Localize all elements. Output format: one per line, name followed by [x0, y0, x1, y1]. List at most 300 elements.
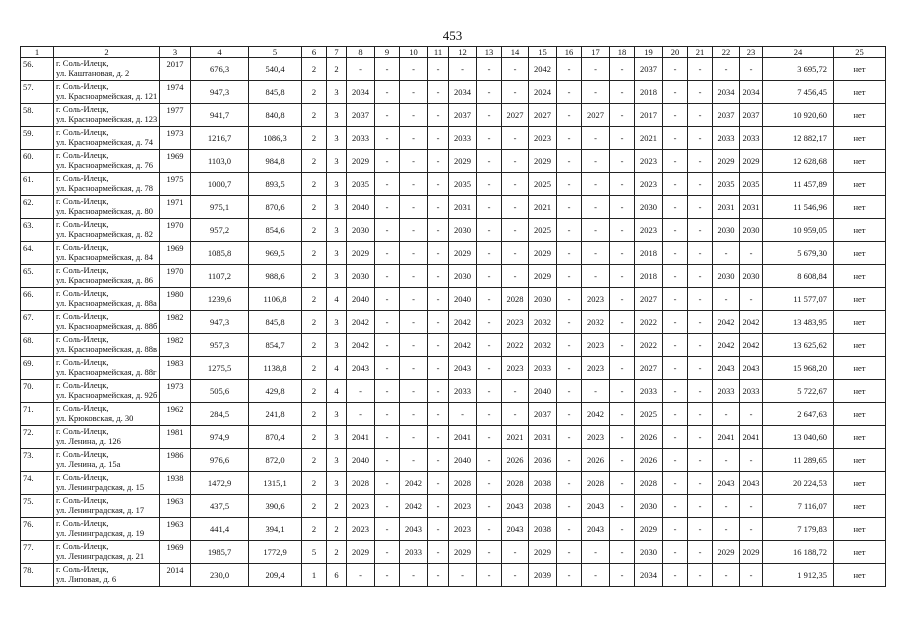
table-cell: 2023	[347, 518, 375, 541]
table-cell: 241,8	[249, 403, 302, 426]
table-cell: 1986	[160, 449, 191, 472]
table-cell: 2033	[400, 541, 428, 564]
table-cell: -	[688, 127, 713, 150]
table-cell: 2041	[347, 426, 375, 449]
table-cell: -	[663, 219, 688, 242]
table-cell: нет	[834, 403, 886, 426]
table-cell: 2	[302, 127, 327, 150]
table-cell: -	[400, 173, 428, 196]
table-cell: 2018	[635, 265, 663, 288]
table-cell: 2023	[449, 495, 477, 518]
table-row	[21, 288, 886, 311]
address-street: ул. Красноармейская, д. 82	[56, 229, 154, 239]
table-cell: 1085,8	[191, 242, 249, 265]
table-cell: 2029	[635, 518, 663, 541]
table-cell: -	[477, 357, 502, 380]
table-cell: нет	[834, 472, 886, 495]
address-cell	[54, 495, 160, 518]
table-cell: 2017	[160, 58, 191, 81]
table-cell: 2037	[740, 104, 763, 127]
table-cell: -	[400, 564, 428, 587]
table-cell: 984,8	[249, 150, 302, 173]
table-cell: -	[663, 495, 688, 518]
table-cell: 2033	[347, 127, 375, 150]
table-row	[21, 127, 886, 150]
table-cell: 2029	[529, 265, 557, 288]
table-cell: 429,8	[249, 380, 302, 403]
table-cell: 3	[327, 334, 347, 357]
table-cell: 2034	[635, 564, 663, 587]
address-city: г. Соль-Илецк,	[56, 104, 109, 114]
table-cell: 872,0	[249, 449, 302, 472]
table-cell: 2043	[502, 495, 529, 518]
table-cell: 2025	[529, 173, 557, 196]
table-cell: 2037	[449, 104, 477, 127]
table-cell: 2	[302, 150, 327, 173]
table-cell: 2029	[529, 242, 557, 265]
table-cell: 2043	[740, 357, 763, 380]
table-cell: нет	[834, 311, 886, 334]
table-cell: 1981	[160, 426, 191, 449]
table-cell: -	[740, 403, 763, 426]
address-city: г. Соль-Илецк,	[56, 196, 109, 206]
address-street: ул. Крюковская, д. 30	[56, 413, 134, 423]
table-cell: 2043	[502, 518, 529, 541]
table-cell: 2036	[529, 449, 557, 472]
table-cell: -	[449, 58, 477, 81]
table-cell: -	[557, 380, 582, 403]
column-header: 16	[557, 47, 582, 58]
address-city: г. Соль-Илецк,	[56, 288, 109, 298]
table-cell: -	[557, 564, 582, 587]
table-cell: -	[375, 265, 400, 288]
table-cell: нет	[834, 150, 886, 173]
column-header: 18	[610, 47, 635, 58]
table-cell: 3	[327, 196, 347, 219]
table-cell: -	[375, 495, 400, 518]
table-cell: 1969	[160, 242, 191, 265]
table-cell: -	[400, 334, 428, 357]
table-cell: 2042	[582, 403, 610, 426]
table-cell: 1472,9	[191, 472, 249, 495]
table-cell: 1315,1	[249, 472, 302, 495]
table-cell: 2042	[713, 334, 740, 357]
table-cell: 2029	[347, 150, 375, 173]
table-cell: 1963	[160, 518, 191, 541]
table-cell: нет	[834, 541, 886, 564]
table-row	[21, 495, 886, 518]
address-cell	[54, 472, 160, 495]
table-cell: -	[610, 518, 635, 541]
column-number-row	[21, 47, 886, 58]
table-cell: 2023	[582, 426, 610, 449]
table-cell: -	[663, 81, 688, 104]
table-cell: 2035	[449, 173, 477, 196]
address-cell	[54, 150, 160, 173]
table-cell: -	[688, 518, 713, 541]
table-cell: -	[375, 541, 400, 564]
table-cell: 1977	[160, 104, 191, 127]
row-number-cell: 59.	[21, 127, 54, 150]
table-cell: 957,2	[191, 219, 249, 242]
table-cell: 1963	[160, 495, 191, 518]
table-cell: -	[477, 380, 502, 403]
table-cell: 10 920,60	[763, 104, 834, 127]
table-cell: 2	[302, 288, 327, 311]
table-cell: -	[610, 495, 635, 518]
table-cell: -	[375, 104, 400, 127]
table-cell: -	[688, 449, 713, 472]
table-cell: 11 289,65	[763, 449, 834, 472]
table-cell: 974,9	[191, 426, 249, 449]
table-cell: -	[688, 541, 713, 564]
address-city: г. Соль-Илецк,	[56, 311, 109, 321]
table-cell: 2033	[529, 357, 557, 380]
table-cell: 2	[302, 173, 327, 196]
address-city: г. Соль-Илецк,	[56, 380, 109, 390]
table-cell: -	[502, 380, 529, 403]
address-street: ул. Липовая, д. 6	[56, 574, 117, 584]
table-cell: -	[557, 196, 582, 219]
table-cell: -	[502, 196, 529, 219]
table-cell: нет	[834, 265, 886, 288]
address-cell	[54, 357, 160, 380]
table-cell: нет	[834, 288, 886, 311]
table-cell: 2022	[635, 334, 663, 357]
address-street: ул. Красноармейская, д. 80	[56, 206, 154, 216]
table-cell: 2031	[740, 196, 763, 219]
address-street: ул. Ленинградская, д. 19	[56, 528, 145, 538]
table-cell: 2031	[713, 196, 740, 219]
column-header: 8	[347, 47, 375, 58]
table-cell: 2023	[502, 311, 529, 334]
table-cell: 390,6	[249, 495, 302, 518]
table-cell: 1107,2	[191, 265, 249, 288]
table-cell: -	[477, 196, 502, 219]
table-cell: -	[375, 472, 400, 495]
table-cell: 2029	[740, 150, 763, 173]
address-street: ул. Ленина, д. 126	[56, 436, 121, 446]
table-cell: -	[610, 380, 635, 403]
table-cell: 5	[302, 541, 327, 564]
table-cell: 676,3	[191, 58, 249, 81]
table-cell: -	[582, 541, 610, 564]
address-cell	[54, 219, 160, 242]
column-header: 6	[302, 47, 327, 58]
table-cell: -	[502, 564, 529, 587]
table-cell: 2033	[449, 127, 477, 150]
table-cell: -	[375, 403, 400, 426]
table-row	[21, 265, 886, 288]
table-cell: 2027	[635, 357, 663, 380]
table-cell: 1973	[160, 380, 191, 403]
table-cell: 2042	[740, 334, 763, 357]
table-cell: 2	[302, 518, 327, 541]
table-cell: -	[610, 541, 635, 564]
table-cell: 8 608,84	[763, 265, 834, 288]
table-cell: 2	[302, 380, 327, 403]
table-cell: 2029	[529, 541, 557, 564]
table-cell: -	[375, 449, 400, 472]
table-cell: 2	[302, 495, 327, 518]
housing-register-table	[20, 46, 886, 587]
table-cell: -	[557, 173, 582, 196]
table-cell: 2	[302, 311, 327, 334]
table-cell: 2043	[582, 518, 610, 541]
table-cell: 1000,7	[191, 173, 249, 196]
address-city: г. Соль-Илецк,	[56, 541, 109, 551]
table-cell: -	[740, 518, 763, 541]
table-cell: -	[557, 518, 582, 541]
table-cell: -	[582, 564, 610, 587]
address-city: г. Соль-Илецк,	[56, 495, 109, 505]
column-header: 24	[763, 47, 834, 58]
table-cell: -	[557, 104, 582, 127]
table-row	[21, 219, 886, 242]
table-cell: -	[400, 357, 428, 380]
table-cell: 1216,7	[191, 127, 249, 150]
table-cell: 1975	[160, 173, 191, 196]
table-cell: 2033	[740, 380, 763, 403]
table-cell: -	[400, 196, 428, 219]
table-cell: 20 224,53	[763, 472, 834, 495]
table-cell: -	[477, 449, 502, 472]
table-cell: -	[477, 150, 502, 173]
table-cell: 976,6	[191, 449, 249, 472]
table-cell: -	[477, 541, 502, 564]
column-header: 21	[688, 47, 713, 58]
table-cell: -	[688, 242, 713, 265]
table-cell: -	[740, 58, 763, 81]
table-cell: -	[375, 219, 400, 242]
table-cell: -	[557, 334, 582, 357]
table-cell: -	[663, 449, 688, 472]
column-header: 11	[428, 47, 449, 58]
table-cell: нет	[834, 81, 886, 104]
table-cell: 5 679,30	[763, 242, 834, 265]
table-cell: нет	[834, 449, 886, 472]
table-cell: -	[428, 81, 449, 104]
table-cell: 3	[327, 403, 347, 426]
table-cell: 2	[302, 265, 327, 288]
table-cell: -	[477, 265, 502, 288]
table-cell: -	[502, 127, 529, 150]
table-cell: -	[347, 380, 375, 403]
table-cell: -	[713, 495, 740, 518]
row-number-cell: 71.	[21, 403, 54, 426]
table-cell: -	[400, 242, 428, 265]
table-cell: -	[428, 380, 449, 403]
table-cell: -	[582, 265, 610, 288]
table-cell: -	[477, 564, 502, 587]
table-cell: -	[688, 311, 713, 334]
table-cell: -	[428, 449, 449, 472]
address-street: ул. Красноармейская, д. 88г	[56, 367, 157, 377]
table-cell: -	[688, 104, 713, 127]
table-cell: 3	[327, 426, 347, 449]
table-cell: нет	[834, 127, 886, 150]
column-header: 20	[663, 47, 688, 58]
table-cell: 2041	[713, 426, 740, 449]
table-cell: 2037	[347, 104, 375, 127]
table-cell: -	[428, 173, 449, 196]
table-cell: 5 722,67	[763, 380, 834, 403]
table-cell: 1	[302, 564, 327, 587]
table-cell: 6	[327, 564, 347, 587]
table-row	[21, 449, 886, 472]
column-header: 4	[191, 47, 249, 58]
table-cell: нет	[834, 242, 886, 265]
table-cell: 2023	[449, 518, 477, 541]
table-cell: -	[375, 311, 400, 334]
table-cell: 1938	[160, 472, 191, 495]
column-header: 2	[54, 47, 160, 58]
table-cell: -	[610, 173, 635, 196]
table-cell: -	[428, 242, 449, 265]
table-cell: -	[663, 472, 688, 495]
table-cell: 2033	[713, 127, 740, 150]
table-cell: -	[610, 564, 635, 587]
table-cell: 1983	[160, 357, 191, 380]
table-cell: 2018	[635, 242, 663, 265]
table-cell: 1086,3	[249, 127, 302, 150]
table-cell: 2037	[529, 403, 557, 426]
table-cell: -	[663, 311, 688, 334]
row-number-cell: 66.	[21, 288, 54, 311]
table-cell: -	[663, 564, 688, 587]
address-street: ул. Каштановая, д. 2	[56, 68, 130, 78]
table-cell: 2030	[713, 219, 740, 242]
table-cell: 13 625,62	[763, 334, 834, 357]
table-cell: 4	[327, 288, 347, 311]
table-row	[21, 173, 886, 196]
table-cell: 2040	[347, 288, 375, 311]
table-cell: -	[663, 541, 688, 564]
address-street: ул. Красноармейская, д. 88а	[56, 298, 157, 308]
table-cell: -	[477, 403, 502, 426]
table-cell: 2021	[529, 196, 557, 219]
table-cell: -	[688, 58, 713, 81]
table-cell: -	[610, 242, 635, 265]
table-row	[21, 334, 886, 357]
table-cell: -	[663, 403, 688, 426]
table-cell: -	[688, 380, 713, 403]
table-cell: 2032	[529, 334, 557, 357]
table-row	[21, 242, 886, 265]
table-cell: -	[610, 150, 635, 173]
table-cell: 2022	[502, 334, 529, 357]
table-cell: 2 647,63	[763, 403, 834, 426]
table-cell: -	[400, 127, 428, 150]
table-cell: 2029	[449, 541, 477, 564]
row-number-cell: 74.	[21, 472, 54, 495]
table-cell: 2027	[635, 288, 663, 311]
table-cell: 2040	[449, 449, 477, 472]
table-cell: 209,4	[249, 564, 302, 587]
table-cell: -	[400, 58, 428, 81]
row-number-cell: 58.	[21, 104, 54, 127]
address-cell	[54, 334, 160, 357]
row-number-cell: 75.	[21, 495, 54, 518]
table-cell: 2034	[740, 81, 763, 104]
table-row	[21, 311, 886, 334]
table-cell: 2029	[713, 150, 740, 173]
row-number-cell: 69.	[21, 357, 54, 380]
table-cell: 2043	[582, 495, 610, 518]
table-cell: 870,4	[249, 426, 302, 449]
table-cell: 2042	[400, 472, 428, 495]
table-cell: -	[477, 104, 502, 127]
table-row	[21, 380, 886, 403]
address-city: г. Соль-Илецк,	[56, 449, 109, 459]
table-cell: -	[610, 81, 635, 104]
address-street: ул. Ленинградская, д. 21	[56, 551, 145, 561]
table-cell: -	[347, 564, 375, 587]
table-cell: 2	[302, 472, 327, 495]
table-cell: -	[428, 403, 449, 426]
table-cell: 2018	[635, 81, 663, 104]
column-header: 15	[529, 47, 557, 58]
table-cell: 3	[327, 242, 347, 265]
table-cell: 2029	[347, 541, 375, 564]
table-cell: -	[557, 242, 582, 265]
address-street: ул. Красноармейская, д. 78	[56, 183, 154, 193]
table-cell: 2023	[582, 334, 610, 357]
table-cell: 437,5	[191, 495, 249, 518]
table-cell: 2029	[449, 242, 477, 265]
table-cell: 2030	[740, 265, 763, 288]
table-row	[21, 150, 886, 173]
table-cell: -	[428, 518, 449, 541]
table-row	[21, 81, 886, 104]
table-row	[21, 426, 886, 449]
table-cell: 2030	[347, 265, 375, 288]
table-cell: 2030	[635, 495, 663, 518]
table-cell: -	[375, 518, 400, 541]
table-cell: -	[477, 58, 502, 81]
table-cell: 2038	[529, 518, 557, 541]
table-cell: 1970	[160, 219, 191, 242]
table-cell: 1962	[160, 403, 191, 426]
table-cell: нет	[834, 173, 886, 196]
column-header: 17	[582, 47, 610, 58]
table-cell: 2025	[529, 219, 557, 242]
table-cell: -	[557, 81, 582, 104]
table-row	[21, 518, 886, 541]
table-cell: 3	[327, 265, 347, 288]
table-cell: -	[610, 219, 635, 242]
address-city: г. Соль-Илецк,	[56, 265, 109, 275]
address-cell	[54, 127, 160, 150]
column-header: 10	[400, 47, 428, 58]
table-cell: 2023	[582, 288, 610, 311]
table-cell: 2023	[582, 357, 610, 380]
table-cell: 2	[302, 81, 327, 104]
table-cell: -	[688, 472, 713, 495]
row-number-cell: 64.	[21, 242, 54, 265]
table-cell: 854,6	[249, 219, 302, 242]
table-cell: -	[582, 173, 610, 196]
row-number-cell: 78.	[21, 564, 54, 587]
table-cell: 2023	[635, 150, 663, 173]
table-cell: 941,7	[191, 104, 249, 127]
table-cell: 2040	[449, 288, 477, 311]
table-cell: -	[428, 196, 449, 219]
address-city: г. Соль-Илецк,	[56, 472, 109, 482]
row-number-cell: 60.	[21, 150, 54, 173]
table-cell: 2031	[449, 196, 477, 219]
table-cell: -	[502, 58, 529, 81]
